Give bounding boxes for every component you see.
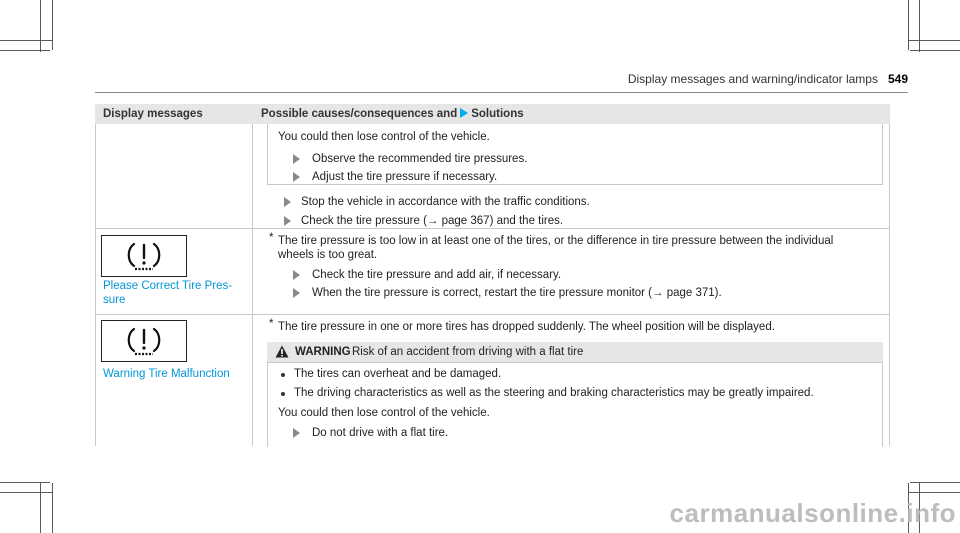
arrow-bullet-icon [293, 172, 300, 182]
table-header [95, 104, 890, 124]
arrow-bullet-icon [293, 270, 300, 280]
tire-pressure-warning-icon [101, 320, 187, 362]
do-not-drive-step: Do not drive with a flat tire. [312, 427, 449, 439]
warning-triangle-icon [275, 345, 289, 358]
table-border-right [889, 124, 890, 446]
bullet-dot [281, 373, 285, 377]
table-border-left [95, 124, 96, 446]
footnote-star: * [269, 232, 274, 244]
arrow-bullet-icon [284, 216, 291, 226]
solutions-arrow-icon [460, 108, 468, 118]
cause-text-line1: The tire pressure is too low in at least one of the tires, or the difference in tire pressure between the individual [278, 235, 834, 247]
cause-text-line2: wheels is too great. [278, 249, 378, 261]
tire-pressure-warning-icon [101, 235, 187, 277]
lose-control-text: You could then lose control of the vehicle. [278, 131, 490, 143]
stop-step: Stop the vehicle in accordance with the traffic conditions. [301, 196, 590, 208]
col-header-display-messages: Display messages [103, 108, 203, 120]
page-number: 549 [887, 72, 908, 86]
check-step: Check the tire pressure (→ page 367) and the tires. [301, 215, 564, 227]
column-divider [252, 124, 253, 446]
watermark: carmanualsonline.info [669, 498, 956, 528]
arrow-bullet-icon [293, 154, 300, 164]
row-divider [95, 314, 890, 315]
header-title: Display messages and warning/indicator lamps [627, 72, 878, 86]
warning-text: Risk of an accident from driving with a flat tire [352, 346, 584, 358]
bullet-dot [281, 392, 285, 396]
restart-monitor-step: When the tire pressure is correct, restart the tire pressure monitor (→ page 371). [312, 287, 722, 299]
running-header [628, 72, 908, 86]
display-messages-table [95, 104, 890, 446]
header-rule [95, 92, 908, 93]
overheat-text: The tires can overheat and be damaged. [294, 368, 502, 380]
arrow-bullet-icon [293, 288, 300, 298]
message-label: Warning Tire Malfunction [103, 368, 230, 380]
arrow-bullet-icon [293, 428, 300, 438]
footnote-star: * [269, 318, 274, 330]
col-header-causes: Possible causes/consequences and Solutions [261, 108, 524, 120]
check-add-air-step: Check the tire pressure and add air, if necessary. [312, 269, 562, 281]
arrow-bullet-icon [284, 197, 291, 207]
sudden-drop-text: The tire pressure in one or more tires has dropped suddenly. The wheel position will be displayed. [278, 321, 775, 333]
lose-control-text: You could then lose control of the vehicle. [278, 407, 490, 419]
observe-step: Observe the recommended tire pressures. [312, 153, 528, 165]
message-label-line2: sure [103, 294, 126, 306]
row-divider [95, 228, 890, 229]
warning-title: WARNING [295, 346, 351, 358]
adjust-step: Adjust the tire pressure if necessary. [312, 171, 498, 183]
message-label-line1: Please Correct Tire Pres- [103, 280, 233, 292]
handling-text: The driving characteristics as well as the steering and braking characteristics may be greatly impaired. [294, 387, 814, 399]
